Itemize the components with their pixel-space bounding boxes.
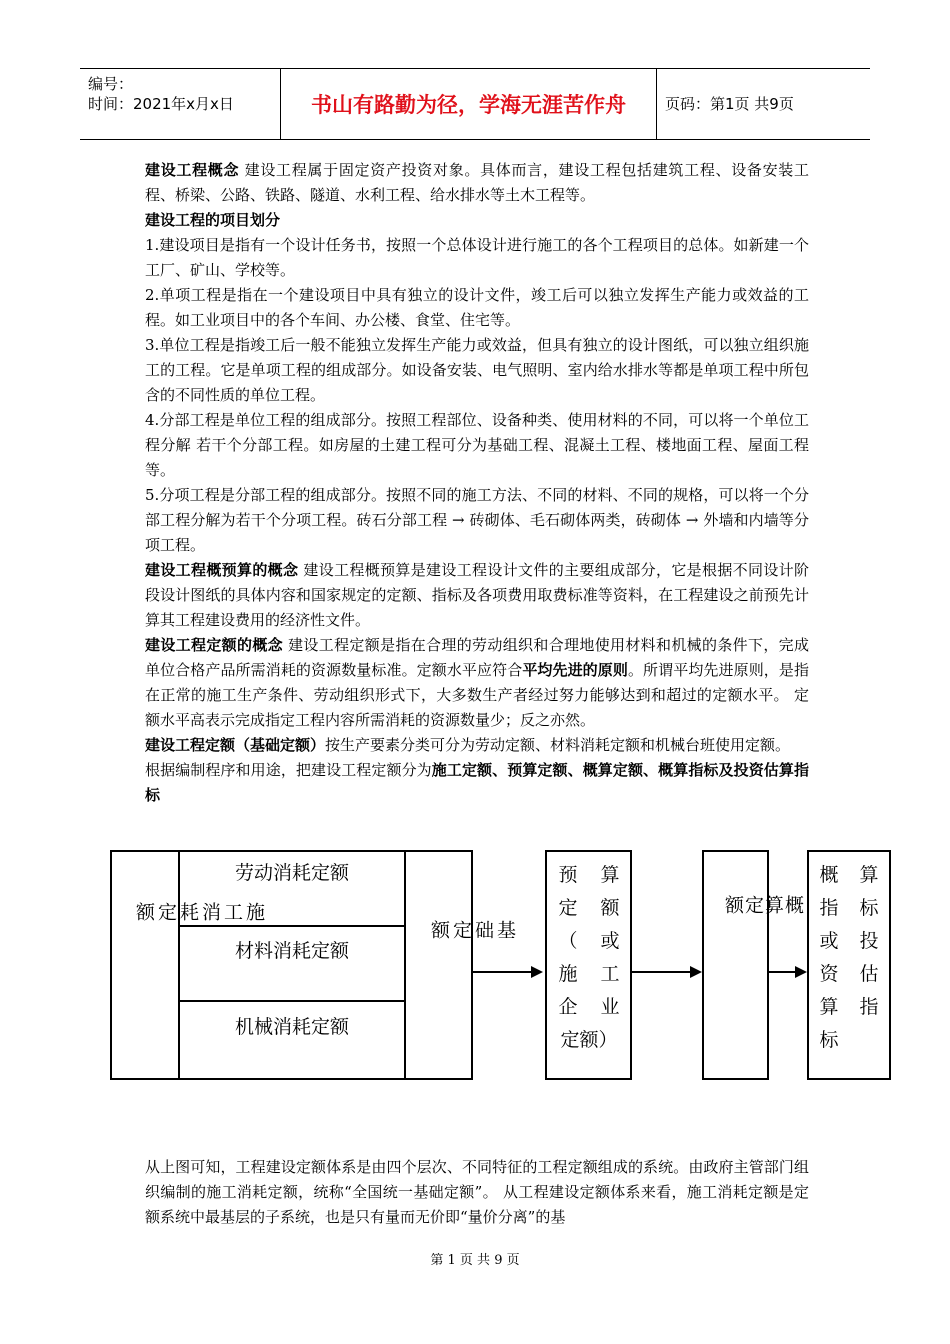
divider	[404, 850, 406, 1080]
index-col1-char: 指	[819, 897, 839, 919]
page-header	[80, 68, 870, 140]
labor-quota-label: 劳动消耗定额	[234, 862, 349, 884]
budget-col2-char: 业	[600, 996, 620, 1018]
p5-text: 按生产要素分类可分为劳动定额、材料消耗定额和机械台班使用定额。	[325, 736, 791, 754]
p4-bold: 平均先进的原则	[522, 661, 628, 679]
arrow	[473, 971, 541, 973]
budget-col2-char: 或	[600, 930, 620, 952]
item-3: 3.单位工程是指竣工后一般不能独立发挥生产能力或效益，但具有独立的设计图纸，可以独立组织施工的工程。它是单项工程的组成部分。如设备安装、电气照明、室内给水排水等都是单项工程中所包含的不同性质的单位工程。	[145, 336, 809, 404]
estimate-quota-box	[702, 850, 769, 1080]
divider	[178, 925, 405, 927]
budget-col2-char: 额	[600, 897, 620, 919]
index-col2-char: 指	[859, 996, 879, 1018]
item-5: 5.分项工程是分部工程的组成部分。按照不同的施工方法、不同的材料、不同的规格，可以将一个分部工程分解为若干个分项工程。砖石分部工程 → 砖砌体、毛石砌体两类，砖砌体 → 外墙和内墙等分项工程。	[145, 486, 809, 554]
arrow	[769, 971, 805, 973]
budget-col2-char: 工	[600, 963, 620, 985]
body-clip	[145, 155, 815, 834]
index-col1-char: 算	[819, 996, 839, 1018]
base-quota-label: 基础定额	[428, 920, 516, 940]
index-col1-char: 或	[819, 930, 839, 952]
p5-title: 建设工程定额（基础定额）	[145, 736, 326, 754]
material-quota-label: 材料消耗定额	[234, 940, 349, 962]
item-4: 4.分部工程是单位工程的组成部分。按照工程部位、设备种类、使用材料的不同，可以将一个单位工程分解 若干个分部工程。如房屋的土建工程可分为基础工程、混凝土工程、楼地面工程、屋面工程等。	[145, 411, 809, 479]
header-motto-cell	[281, 69, 657, 139]
estimate-quota-label: 概算定额	[722, 895, 804, 920]
construction-quota-label: 施工消耗定额	[133, 902, 265, 922]
budget-col1-char: 企	[558, 996, 578, 1018]
paragraph	[145, 758, 809, 808]
index-col1-char: 概	[819, 864, 839, 886]
paragraph	[145, 158, 809, 208]
budget-col1-char: 预	[558, 864, 578, 886]
paragraph	[145, 558, 809, 633]
budget-col2-char: 算	[600, 864, 620, 886]
item-1: 1.建设项目是指有一个设计任务书，按照一个总体设计进行施工的各个工程项目的总体。如新建一个工厂、矿山、学校等。	[145, 236, 809, 279]
p6-text: 根据编制程序和用途，把建设工程定额分为	[145, 761, 432, 779]
arrow	[632, 971, 700, 973]
item-2: 2.单项工程是指在一个建设项目中具有独立的设计文件，竣工后可以独立发挥生产能力或效益的工程。如工业项目中的各个车间、办公楼、食堂、住宅等。	[145, 286, 809, 329]
date-label: 时间：2021年x月x日	[88, 95, 234, 113]
paragraph	[145, 633, 809, 733]
p3-text: 建设工程概预算是建设工程设计文件的主要组成部分，它是根据不同设计阶段设计图纸的具体内容和国家规定的定额、指标及各项费用取费标准等资料，在工程建设之前预先计算其工程建设费用的经济性文件。	[145, 561, 809, 629]
body-text	[145, 158, 809, 808]
budget-col1-char: （	[558, 930, 578, 952]
index-col2-char: 算	[859, 864, 879, 886]
p1-text: 建设工程属于固定资产投资对象。具体而言，建设工程包括建筑工程、设备安装工程、桥梁、公路、铁路、隧道、水利工程、给水排水等土木工程等。	[145, 161, 809, 204]
machine-quota-label: 机械消耗定额	[234, 1016, 349, 1038]
bottom-text	[145, 1155, 809, 1230]
p7: 从上图可知，工程建设定额体系是由四个层次、不同特征的工程定额组成的系统。由政府主管部门组织编制的施工消耗定额，统称“全国统一基础定额”。 从工程建设定额体系来看，施工消耗定额是定额系统中最基层的子系统，也是只有量而无价即“量价分离”的基	[145, 1158, 809, 1226]
number-label: 编号：	[88, 75, 134, 93]
header-meta	[80, 69, 281, 139]
index-col1-char: 资	[819, 963, 839, 985]
p1-title: 建设工程概念	[145, 161, 240, 179]
p4-text-b: 。所谓平均先进原则，是指在正常的施工生产条件、劳动组织形式下，大多数生产者经过努力能够达到和超过的定额水平。 定额水平高表示完成指定工程内容所需消耗的资源数量少；反之亦然。	[145, 661, 809, 729]
index-col2-char: 估	[859, 963, 879, 985]
paragraph	[145, 733, 809, 758]
index-col2-char: 投	[859, 930, 879, 952]
index-col1-char: 标	[819, 1029, 839, 1051]
budget-col1-char: 定额）	[560, 1029, 618, 1051]
budget-quota-text	[553, 860, 625, 1052]
estimate-index-text	[815, 860, 883, 1052]
page-footer: 第 1 页 共 9 页	[430, 1253, 520, 1268]
budget-col1-char: 施	[558, 963, 578, 985]
p4-text-a: 建设工程定额是指在合理的劳动组织和合理地使用材料和机械的条件下，完成单位合格产品所需消耗的资源数量标准。定额水平应符合	[145, 636, 809, 679]
p3-title: 建设工程概预算的概念	[145, 561, 299, 579]
divider	[178, 1000, 405, 1002]
index-col2-char: 标	[859, 897, 879, 919]
page-info: 页码：第1页 共9页	[665, 95, 794, 113]
p2-title: 建设工程的项目划分	[145, 211, 281, 229]
p4-title: 建设工程定额的概念	[145, 636, 283, 654]
p6-bold: 施工定额、预算定额、概算定额、概算指标及投资估算指标	[145, 761, 809, 804]
budget-col1-char: 定	[558, 897, 578, 919]
motto: 书山有路勤为径，学海无涯苦作舟	[311, 93, 626, 117]
header-page-cell	[657, 69, 870, 139]
